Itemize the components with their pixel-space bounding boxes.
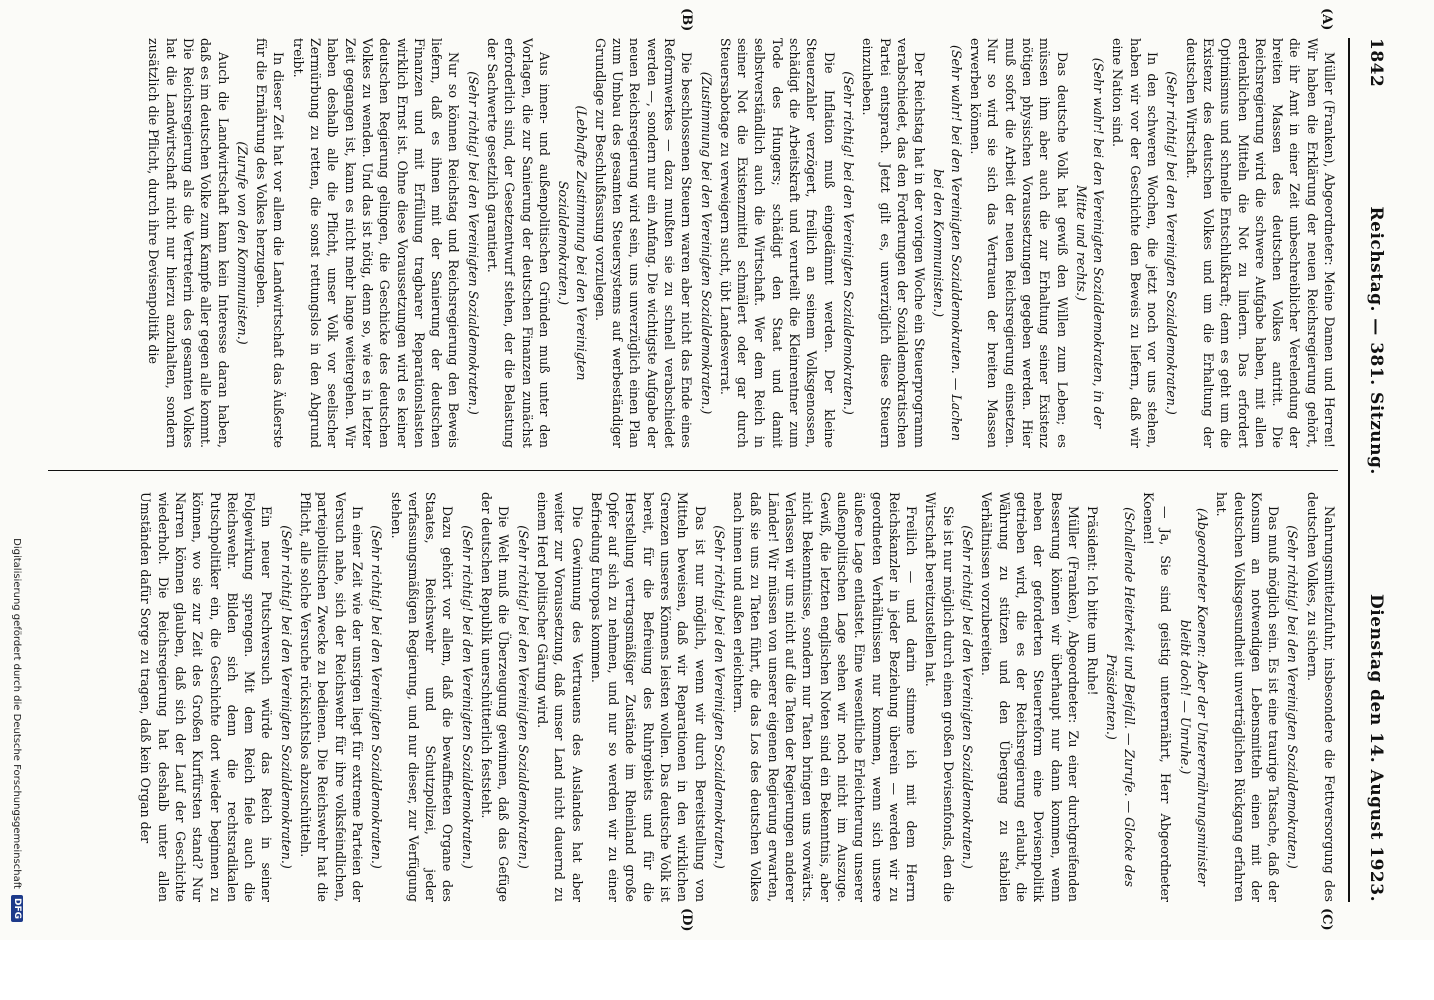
interjection: (Sehr wahr! bei den Vereinigten Sozialdemokraten. — Lachen bei den Kommunisten.) bbox=[931, 45, 964, 441]
paragraph: Präsident: Ich bitte um Ruhe! bbox=[1085, 506, 1101, 696]
interjection: (Sehr richtig! bei den Vereinigten Sozialdemokraten.) bbox=[278, 525, 294, 869]
paragraph: Die Welt muß die Überzeugung gewinnen, daß das Gefüge der deutschen Republik unerschütterlich feststeht. bbox=[479, 492, 512, 902]
paragraph: Die Inflation muß eingedämmt werden. Der kleine Steuerzahler verzögert, freilich an seinem Volksgenossen, schädigt die Arbeitskraft und verurteilt die Kleinrentner zum Tode des Hungers; schädigt den Staat und damit selbstverständlich auch die Wirtschaft. Wer dem Reich in seiner Not die Existenzmittel schmälert oder gar durch Steuersabotage zu verweigern sucht, übt Landesverrat. bbox=[717, 38, 837, 448]
paragraph: Ein neuer Putschversuch würde das Reich in seiner Folgewirkung sprengen. Mit dem Reich fiele auch die Reichswehr. Bilden sich denn die rechtsradikalen Putschpolitiker ein, die Geschichte dort wieder beginnen zu können, wo sie zur Zeit des Großen Kurfürsten stand? Nur Narren können glauben, daß sich der Lauf der Geschichte wiederholt. Die Reichsregierung hat deshalb unter allen Umständen dafür Sorge zu tragen, daß kein Organ der bbox=[138, 492, 275, 902]
credit-text: Digitalisierung gefördert durch die Deutsche Forschungsgemeinschaft bbox=[11, 538, 23, 889]
interjection: (Abgeordneter Koenen: Aber der Unterernährungsminister bleibt doch! — Unruhe.) bbox=[1177, 508, 1210, 886]
interjection: (Sehr richtig! bei den Vereinigten Sozialdemokraten.) bbox=[1164, 71, 1180, 415]
paragraph: Nahrungsmittelzufuhr, insbesondere die Fettversorgung des deutschen Volkes, zu sichern. bbox=[1304, 492, 1337, 902]
paragraph: Der Reichstag hat in der vorigen Woche ein Steuerprogramm verabschiedet, das den Forderungen der Sozialdemokratischen Partei entsprach. Jetzt gilt es, unverzüglich diese Steuern einzuheben. bbox=[860, 38, 928, 448]
paragraph: Auch die Landwirtschaft kann kein Interesse daran haben, daß es im deutschen Volke zum Kampfe aller gegen alle kommt. Die Reichsregierung als die Vertreterin des gesamten Volkes hat die Landwirtschaft nicht nur hierzu anzuhalten, sondern zusätzlich die Pflicht, durch ihre Devisenpolitik die bbox=[146, 38, 231, 448]
interjection: (Zurufe von den Kommunisten.) bbox=[234, 141, 250, 345]
paragraph: In einer Zeit wie der unsrigen liegt für extreme Parteien der Versuch nahe, sich der Reichswehr für ihre volksfeindlichen, parteipolitischen Zwecke zu bedienen. Die Reichswehr hat die Pflicht, alle solche Versuche rücksichtslos abzuschütteln. bbox=[298, 492, 365, 902]
session-date: Dienstag den 14. August 1923. bbox=[1366, 594, 1386, 902]
margin-letter-c: (C) bbox=[1319, 908, 1334, 931]
dfg-logo: DFG bbox=[11, 895, 23, 922]
page-title: Reichstag. — 381. Sitzung. bbox=[1366, 206, 1386, 475]
paragraph: Die Gewinnung des Vertrauens des Auslandes hat aber weiter zur Voraussetzung, daß unser Land nicht dauernd zu einem Herd politischer Gärung wird. bbox=[534, 492, 585, 902]
paragraph: Freilich — und darin stimme ich mit dem Herrn Reichskanzler in jeder Beziehung überein — werden wir zu geordneten Verhältnissen nur kommen, wenn sich unsere äußere Lage entlastet. Eine wesentliche Erleichterung unserer außenpolitischen Lage sehen wir noch nicht im Auszuge. Gewiß, die letzten englischen Noten sind ein Bekenntnis, aber nicht Bekenntnisse, sondern nur Taten bringen uns vorwärts. Verlassen wir uns nicht auf die Taten der Regierungen anderer Länder! Wir müssen von unserer eigenen Regierung erwarten, daß sie uns zu Taten führt, die das Los des deutschen Volkes nach innen und außen erleichtern. bbox=[731, 492, 920, 902]
interjection: (Sehr richtig! bei den Vereinigten Sozialdemokraten.) bbox=[840, 71, 856, 415]
page-number: 1842 bbox=[1366, 38, 1386, 88]
interjection: (Sehr richtig! bei den Vereinigten Sozialdemokraten.) bbox=[515, 525, 531, 869]
paragraph: In dieser Zeit hat vor allem die Landwirtschaft das Äußerste für die Ernährung des Volkes herzugeben. bbox=[254, 38, 287, 448]
left-text-column bbox=[48, 38, 1338, 448]
paragraph: Dazu gehört vor allem, daß die bewaffneten Organe des Staates, Reichswehr und Schutzpolizei, jeder verfassungsmäßigen Regierung, und nur dieser, zur Verfügung stehen. bbox=[388, 492, 456, 902]
margin-letter-a: (A) bbox=[1319, 8, 1334, 31]
page-header bbox=[1356, 38, 1396, 902]
paragraph: In den schweren Wochen, die jetzt noch vor uns stehen, haben wir vor der Geschichte den Beweis zu liefern, daß wir eine Nation sind. bbox=[1110, 38, 1161, 448]
paragraph: Müller (Franken), Abgeordneter: Zu einer durchgreifenden Besserung können wir überhaupt nur dann kommen, wenn neben der geforderten Steuerreform eine Devisenpolitik getrieben wird, die es der Reichsregierung erlaubt, die Währung zu stützen und den Übergang zu stabilen Verhältnissen vorzubereiten. bbox=[979, 492, 1081, 902]
interjection: (Sehr richtig! bei den Vereinigten Sozialdemokraten.) bbox=[960, 525, 976, 869]
paragraph: Aus innen- und außenpolitischen Gründen muß unter den Vorlagen, die zur Sanierung der deutschen Finanzen zunächst erforderlich sind, der Gesetzentwurf stehen, der die Belastung der Sachwerte gesetzlich garantiert. bbox=[485, 38, 552, 448]
interjection: (Sehr wahr! bei den Vereinigten Sozialdemokraten, in der Mitte und rechts.) bbox=[1073, 57, 1107, 429]
paragraph: Nur so können Reichstag und Reichsregierung den Beweis liefern, daß es ihnen mit der Sanierung der deutschen Finanzen und mit Erfüllung tragbarer Reparationslasten wirklich Ernst ist. Ohne diese Voraussetzungen wird es keiner deutschen Regierung gelingen, die Geschicke des deutschen Volkes zu wenden. Und das ist nötig, denn so, wie es in letzter Zeit gegangen ist, kann es nicht mehr lange weitergehen. Wir haben deshalb alle die Pflicht, unser Volk vor seelischer Zermürbung zu retten, die sonst rettungslos in den Abgrund treibt. bbox=[290, 38, 462, 448]
paragraph: Sie ist nur möglich durch einen großen Devisenfonds, den die Wirtschaft bereitzustellen hat. bbox=[923, 492, 956, 902]
interjection: (Sehr richtig! bei den Vereinigten Sozialdemokraten.) bbox=[369, 525, 385, 869]
interjection: (Zustimmung bei den Vereinigten Sozialdemokraten.) bbox=[698, 71, 714, 415]
paragraph: — Ja, Sie sind geistig unterernährt, Herr Abgeordneter Koenen! bbox=[1141, 492, 1174, 902]
interjection: (Schallende Heiterkeit und Beifall. — Zurufe. — Glocke des Präsidenten.) bbox=[1104, 507, 1137, 887]
column-divider bbox=[48, 470, 1338, 471]
interjection: (Lebhafte Zustimmung bei den Vereinigten Sozialdemokraten.) bbox=[556, 105, 589, 381]
margin-letter-d: (D) bbox=[679, 908, 694, 932]
paragraph: Das ist nur möglich, wenn wir durch Bereitstellung von Mitteln beweisen, daß wir Reparationen in den wirklichen Grenzen unseres Könnens leisten wollen. Das deutsche Volk ist bereit, für die Befreiung des Ruhrgebiets und für die Herstellung vertragsmäßiger Zustände im Rheinland große Opfer auf sich zu nehmen, und nur so werden wir zu einer Befriedung Europas kommen. bbox=[588, 492, 708, 902]
interjection: (Sehr richtig! bei den Vereinigten Sozialdemokraten.) bbox=[711, 525, 727, 869]
paragraph: Das deutsche Volk hat gewiß den Willen zum Leben; es müssen ihm aber auch die zur Erhaltung seiner Existenz nötigen physischen Voraussetzungen gegeben werden. Hier muß sofort die Arbeit der neuen Reichsregierung einsetzen. Nur so wird sie sich das Vertrauen der breiten Massen erwerben können. bbox=[968, 38, 1070, 448]
digitization-credit bbox=[4, 0, 30, 940]
interjection: (Sehr richtig! bei den Vereinigten Sozialdemokraten.) bbox=[1285, 525, 1301, 869]
paragraph: Das muß möglich sein. Es ist eine traurige Tatsache, daß der Konsum an notwendigen Lebensmitteln einen mit der deutschen Volksgesundheit unverträglichen Rückgang erfahren hat. bbox=[1214, 492, 1282, 902]
header-rule bbox=[1348, 38, 1350, 902]
right-text-column bbox=[48, 492, 1338, 902]
interjection: (Sehr richtig! bei den Vereinigten Sozialdemokraten.) bbox=[459, 525, 475, 869]
paragraph: Die beschlossenen Steuern waren aber nicht das Ende eines Reformwerkes — dazu mußten sie zu schnell verabschiedet werden —, sondern nur ein Anfang. Die wichtigste Aufgabe der neuen Reichsregierung wird sein, uns unverzüglich einen Plan zum Umbau des gesamten Steuersystems auf werbeständiger Grundlage zur Beschlußfassung vorzulegen. bbox=[592, 38, 695, 448]
margin-letter-b: (B) bbox=[679, 8, 694, 32]
interjection: (Sehr richtig! bei den Vereinigten Sozialdemokraten.) bbox=[465, 71, 481, 415]
paragraph: Müller (Franken), Abgeordneter: Meine Damen und Herren! Wir haben die Erklärung der neuen Reichsregierung gehört, die ihr Amt in einer Zeit unbeschreiblicher Verelendung der breiten Massen des deutschen Volkes antritt. Die Reichsregierung wird die schwere Aufgabe haben, mit allen erdenklichen Mitteln die Not zu lindern. Das erfordert Optimismus und schnelle Entschlußkraft; denn es geht um die Existenz des deutschen Volkes und um die Erhaltung der deutschen Wirtschaft. bbox=[1183, 38, 1337, 448]
